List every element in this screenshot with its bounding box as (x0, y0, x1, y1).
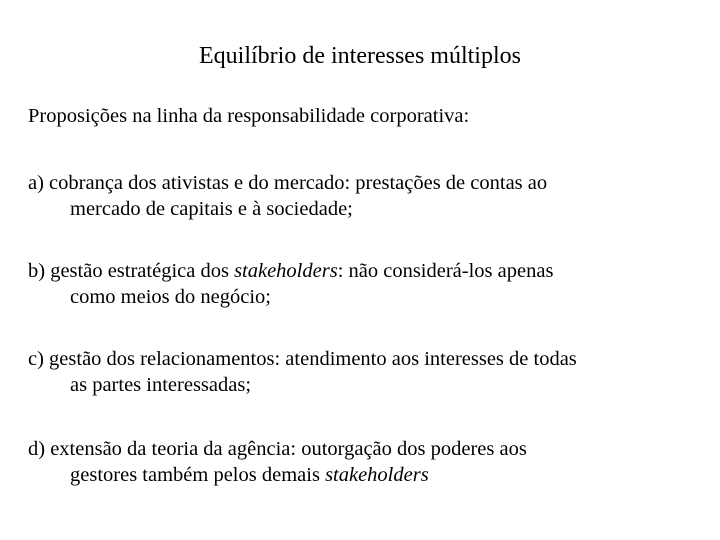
list-item-b (28, 258, 688, 310)
item-b-line-2: como meios do negócio; (70, 286, 271, 308)
item-d-line-2 (28, 462, 688, 488)
item-b-line-1 (28, 258, 688, 284)
item-b-line-1-post: : não considerá-los apenas (337, 260, 554, 282)
intro-text: Proposições na linha da responsabilidade corporativa: (28, 105, 470, 127)
slide-title: Equilíbrio de interesses múltiplos (199, 43, 521, 69)
item-d-line-1: d) extensão da teoria da agência: outorgação dos poderes aos (28, 438, 527, 460)
item-d-stakeholders-emphasis: stakeholders (325, 464, 429, 486)
item-b-stakeholders-emphasis: stakeholders (234, 260, 338, 282)
item-a-line-1: a) cobrança dos ativistas e do mercado: prestações de contas ao (28, 172, 548, 194)
item-c-line-1: c) gestão dos relacionamentos: atendimento aos interesses de todas (28, 348, 577, 370)
list-item-d (28, 436, 688, 488)
item-b-line-1-pre: b) gestão estratégica dos (28, 260, 235, 282)
item-a-line-2: mercado de capitais e à sociedade; (70, 198, 353, 220)
list-item-a (28, 170, 688, 222)
list-item-c (28, 346, 688, 398)
item-c-line-2: as partes interessadas; (70, 374, 252, 396)
item-d-line-2-pre: gestores também pelos demais (70, 464, 326, 486)
